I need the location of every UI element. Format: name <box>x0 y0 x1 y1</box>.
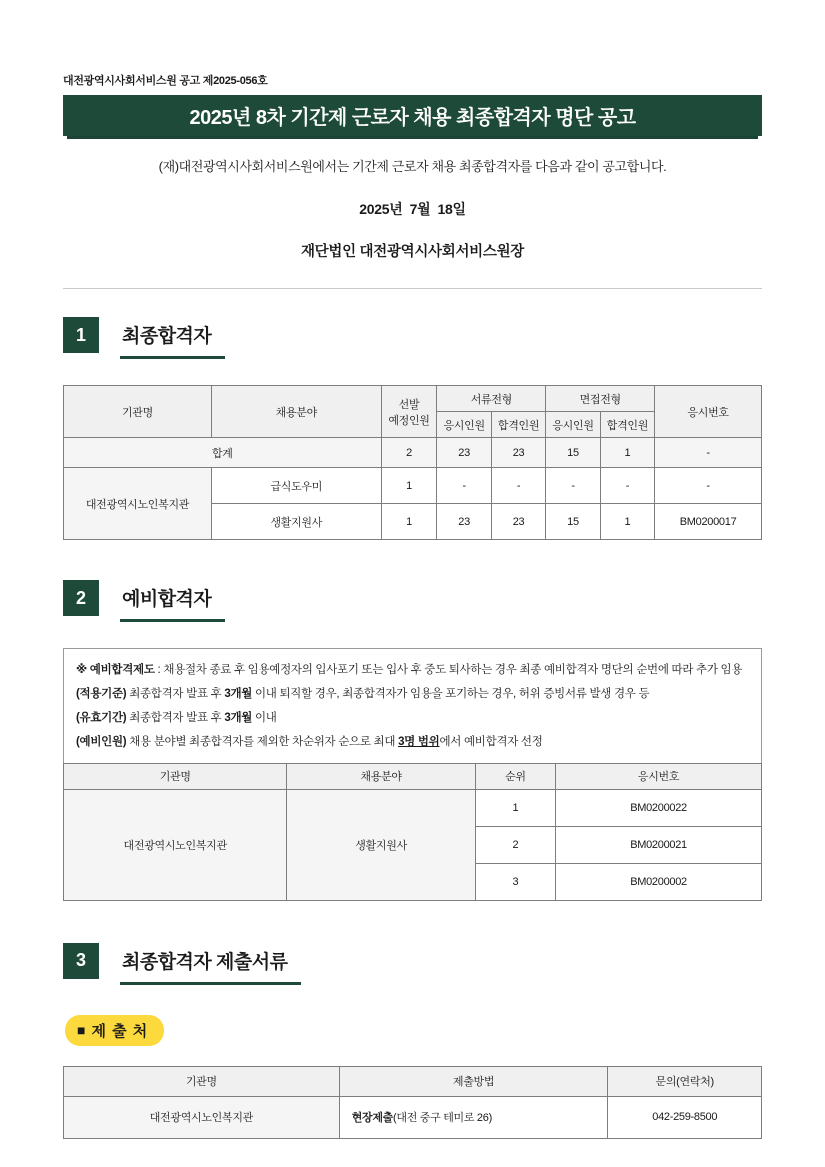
regno-cell: BM0200021 <box>556 826 762 863</box>
org-name-cell: 대전광역시노인복지관 <box>64 1096 340 1138</box>
col-header-planned <box>381 386 437 438</box>
black-square-icon: ■ <box>77 1022 87 1039</box>
total-int-passed: 1 <box>600 438 654 468</box>
total-doc-passed: 23 <box>491 438 545 468</box>
rank-cell: 3 <box>475 863 555 900</box>
submit-destination-label <box>65 1015 164 1046</box>
submission-table <box>63 1066 762 1139</box>
col-header-doc-applied: 응시인원 <box>437 412 491 438</box>
regno-cell: BM0200022 <box>556 789 762 826</box>
col-header-org: 기관명 <box>64 386 212 438</box>
int-passed-cell: - <box>600 468 654 504</box>
col-header-org: 기관명 <box>64 1066 340 1096</box>
planned-cell: 1 <box>381 504 437 540</box>
section-2-title: 예비합격자 <box>120 580 225 622</box>
col-header-field: 채용분야 <box>287 763 475 789</box>
col-header-doc-stage: 서류전형 <box>437 386 546 412</box>
section-2-header <box>63 580 762 622</box>
document-title: 2025년 8차 기간제 근로자 채용 최종합격자 명단 공고 <box>189 107 636 129</box>
planned-line1: 선발 <box>398 398 420 411</box>
section-3-header <box>63 943 762 985</box>
table-row <box>64 789 762 826</box>
note-line: (적용기준) 최종합격자 발표 후 3개월 이내 퇴직할 경우, 최종합격자가 임용을 포기하는 경우, 허위 증빙서류 발생 경우 등 <box>76 688 650 701</box>
int-applied-cell: 15 <box>546 504 600 540</box>
col-header-regno: 응시번호 <box>655 386 762 438</box>
section-2-number-badge: 2 <box>63 580 99 616</box>
col-header-contact: 문의(연락처) <box>608 1066 762 1096</box>
method-cell: 현장제출(대전 중구 테미로 26) <box>339 1096 608 1138</box>
total-row <box>64 438 762 468</box>
col-header-field: 채용분야 <box>211 386 381 438</box>
table-header-row <box>64 763 762 789</box>
total-regno: - <box>655 438 762 468</box>
regno-cell: BM0200002 <box>556 863 762 900</box>
total-planned: 2 <box>381 438 437 468</box>
intro-text: (재)대전광역시사회서비스원에서는 기간제 근로자 채용 최종합격자를 다음과 같이 공고합니다. <box>158 159 667 174</box>
int-applied-cell: - <box>546 468 600 504</box>
rank-cell: 2 <box>475 826 555 863</box>
regno-cell: - <box>655 468 762 504</box>
issuer-name: 재단법인 대전광역시사회서비스원장 <box>300 244 525 260</box>
total-label: 합계 <box>64 438 382 468</box>
section-3-number-badge: 3 <box>63 943 99 979</box>
col-header-method: 제출방법 <box>339 1066 608 1096</box>
col-header-int-applied: 응시인원 <box>546 412 600 438</box>
table-header-row <box>64 386 762 412</box>
header-divider <box>63 288 762 289</box>
section-1-title: 최종합격자 <box>120 317 225 359</box>
note-line: (예비인원) 채용 분야별 최종합격자를 제외한 차순위자 순으로 최대 3명 범위에서 예비합격자 선정 <box>76 736 543 749</box>
doc-applied-cell: 23 <box>437 504 491 540</box>
doc-applied-cell: - <box>437 468 491 504</box>
field-cell: 생활지원사 <box>211 504 381 540</box>
submit-label-text: 제 출 처 <box>91 1022 149 1040</box>
note-line: (유효기간) 최종합격자 발표 후 3개월 이내 <box>76 712 277 725</box>
table-row <box>64 468 762 504</box>
final-pass-table <box>63 385 762 540</box>
rank-cell: 1 <box>475 789 555 826</box>
doc-passed-cell: - <box>491 468 545 504</box>
field-cell: 생활지원사 <box>287 789 475 900</box>
int-passed-cell: 1 <box>600 504 654 540</box>
title-banner <box>63 95 762 136</box>
notice-number: 대전광역시사회서비스원 공고 제2025-056호 <box>63 75 268 87</box>
section-3-title: 최종합격자 제출서류 <box>120 943 301 985</box>
col-header-rank: 순위 <box>475 763 555 789</box>
section-1-header <box>63 317 762 359</box>
org-name-cell: 대전광역시노인복지관 <box>64 468 212 540</box>
col-header-org: 기관명 <box>64 763 287 789</box>
col-header-regno: 응시번호 <box>556 763 762 789</box>
field-cell: 급식도우미 <box>211 468 381 504</box>
regno-cell: BM0200017 <box>655 504 762 540</box>
doc-passed-cell: 23 <box>491 504 545 540</box>
reserve-pass-table <box>63 763 762 901</box>
table-row <box>64 1096 762 1138</box>
note-line: ※ 예비합격제도 : 채용절차 종료 후 임용예정자의 입사포기 또는 입사 후 중도 퇴사하는 경우 최종 예비합격자 명단의 순번에 따라 추가 임용 <box>76 664 743 676</box>
col-header-doc-passed: 합격인원 <box>491 412 545 438</box>
total-doc-applied: 23 <box>437 438 491 468</box>
section-1-number-badge: 1 <box>63 317 99 353</box>
planned-line2: 예정인원 <box>388 414 430 427</box>
col-header-interview-stage: 면접전형 <box>546 386 655 412</box>
contact-cell: 042-259-8500 <box>608 1096 762 1138</box>
reserve-system-note <box>63 648 762 764</box>
col-header-int-passed: 합격인원 <box>600 412 654 438</box>
table-header-row <box>64 1066 762 1096</box>
total-int-applied: 15 <box>546 438 600 468</box>
planned-cell: 1 <box>381 468 437 504</box>
org-name-cell: 대전광역시노인복지관 <box>64 789 287 900</box>
announcement-date: 2025년 7월 18일 <box>359 201 466 217</box>
